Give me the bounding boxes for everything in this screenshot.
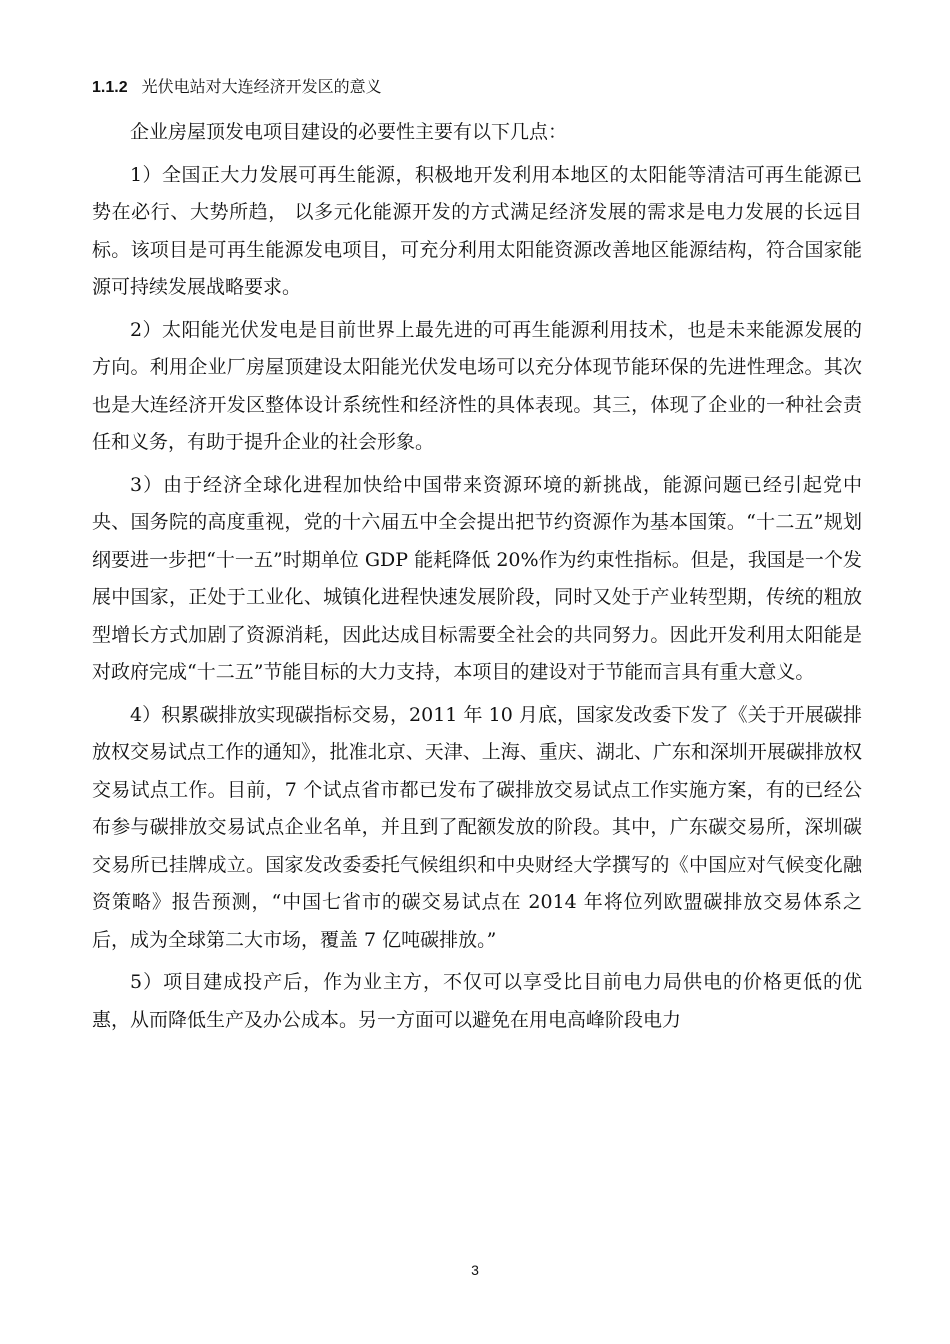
section-number: 1.1.2: [92, 79, 128, 96]
intro-paragraph: 企业房屋顶发电项目建设的必要性主要有以下几点：: [130, 121, 568, 143]
section-title: 光伏电站对大连经济开发区的意义: [141, 77, 382, 96]
section-heading: [92, 74, 382, 101]
paragraph-point-1: 1）全国正大力发展可再生能源，积极地开发利用本地区的太阳能等清洁可再生能源已势在必行、大势所趋， 以多元化能源开发的方式满足经济发展的需求是电力发展的长远目标。该项目是可再生能源发电项目，可充分利用太阳能资源改善地区能源结构，符合国家能源可持续发展战略要求。: [92, 163, 862, 298]
paragraph-point-5: 5）项目建成投产后，作为业主方，不仅可以享受比目前电力局供电的价格更低的优惠，从而降低生产及办公成本。另一方面可以避免在用电高峰阶段电力: [92, 971, 862, 1031]
paragraph-point-2: 2）太阳能光伏发电是目前世界上最先进的可再生能源利用技术，也是未来能源发展的方向。利用企业厂房屋顶建设太阳能光伏发电场可以充分体现节能环保的先进性理念。其次也是大连经济开发区整体设计系统性和经济性的具体表现。其三，体现了企业的一种社会责任和义务，有助于提升企业的社会形象。: [92, 318, 862, 453]
paragraph-point-3: 3）由于经济全球化进程加快给中国带来资源环境的新挑战，能源问题已经引起党中央、国务院的高度重视，党的十六届五中全会提出把节约资源作为基本国策。“十二五”规划纲要进一步把“十一五”时期单位 GDP 能耗降低 20%作为约束性指标。但是，我国是一个发展中国家，正处于工业化、城镇化进程快速发展阶段，同时又处于产业转型期，传统的粗放型增长方式加剧了资源消耗，因此达成目标需要全社会的共同努力。因此开发利用太阳能是对政府完成“十二五”节能目标的大力支持，本项目的建设对于节能而言具有重大意义。: [92, 473, 862, 683]
body-text: [92, 114, 862, 1044]
paragraph-point-4: 4）积累碳排放实现碳指标交易，2011 年 10 月底，国家发改委下发了《关于开展碳排放权交易试点工作的通知》，批准北京、天津、上海、重庆、湖北、广东和深圳开展碳排放权交易试点工作。目前，7 个试点省市都已发布了碳排放交易试点工作实施方案，有的已经公布参与碳排放交易试点企业名单，并且到了配额发放的阶段。其中，广东碳交易所，深圳碳交易所已挂牌成立。国家发改委委托气候组织和中央财经大学撰写的《中国应对气候变化融资策略》报告预测，“中国七省市的碳交易试点在 2014 年将位列欧盟碳排放交易体系之后，成为全球第二大市场，覆盖 7 亿吨碳排放。”: [92, 703, 862, 951]
page-number: 3: [471, 1262, 479, 1278]
